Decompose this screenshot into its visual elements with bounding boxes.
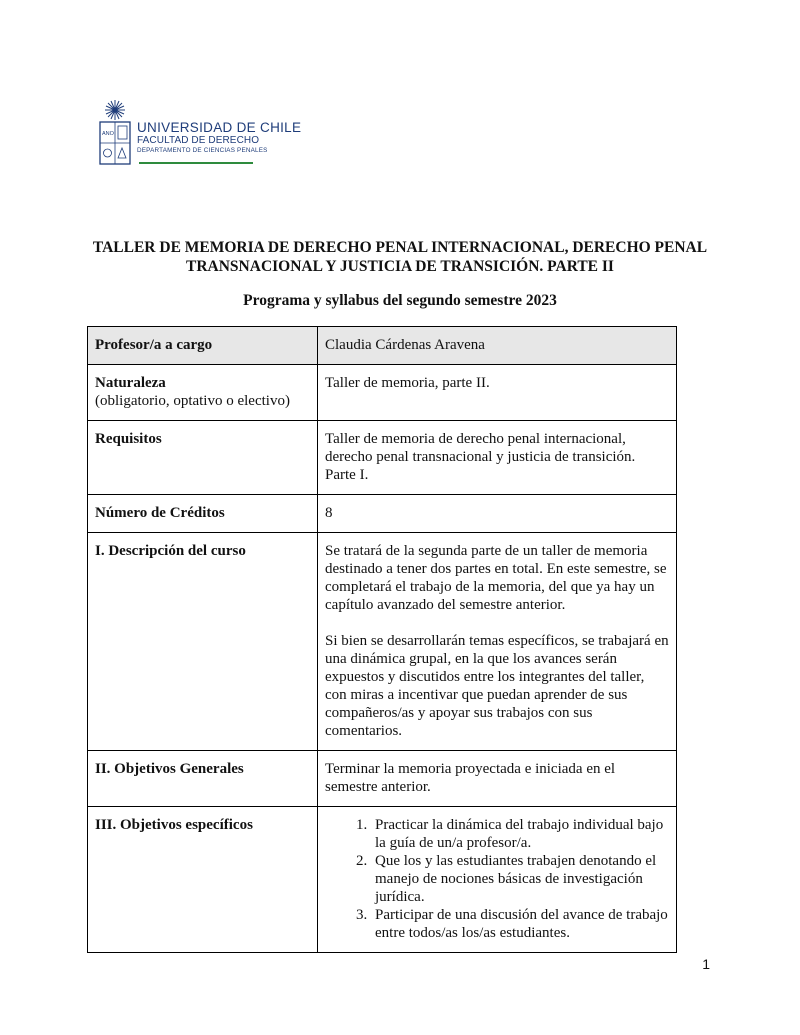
objetivos-list xyxy=(325,816,669,942)
profesor-value: Claudia Cárdenas Aravena xyxy=(318,327,677,365)
naturaleza-value: Taller de memoria, parte II. xyxy=(318,365,677,421)
naturaleza-sublabel: (obligatorio, optativo o electivo) xyxy=(95,393,290,409)
course-info-table xyxy=(87,326,677,953)
table-row-requisitos xyxy=(88,421,677,495)
page-number: 1 xyxy=(702,956,710,972)
descripcion-label: I. Descripción del curso xyxy=(88,533,318,751)
objetivos-generales-label: II. Objetivos Generales xyxy=(88,751,318,807)
descripcion-value xyxy=(318,533,677,751)
descripcion-paragraph: Se tratará de la segunda parte de un taller de memoria destinado a tener dos partes en total. En este semestre, se completará el trabajo de la memoria, del que ya hay un capítulo avanzado del semestre anterior. xyxy=(325,543,667,613)
objetivos-especificos-label: III. Objetivos específicos xyxy=(88,807,318,953)
list-item: 3. Participar de una discusión del avance de trabajo entre todos/as los/as estudiantes. xyxy=(371,906,669,942)
faculty-name: FACULTAD DE DERECHO xyxy=(137,135,260,146)
logo-text xyxy=(137,120,301,155)
list-item: 2. Que los y las estudiantes trabajen denotando el manejo de nociones básicas de investigación jurídica. xyxy=(371,852,669,906)
objetivos-generales-value: Terminar la memoria proyectada e iniciada en el semestre anterior. xyxy=(318,751,677,807)
document-title: TALLER DE MEMORIA DE DERECHO PENAL INTERNACIONAL, DERECHO PENAL TRANSNACIONAL Y JUSTICIA DE TRANSICIÓN. PARTE II xyxy=(92,239,708,275)
table-row-naturaleza xyxy=(88,365,677,421)
university-name: UNIVERSIDAD DE CHILE xyxy=(137,120,302,135)
university-emblem-icon xyxy=(97,98,133,166)
requisitos-value: Taller de memoria de derecho penal internacional, derecho penal transnacional y justicia de transición. Parte I. xyxy=(318,421,677,495)
table-row-objetivos-especificos xyxy=(88,807,677,953)
table-row-profesor xyxy=(88,327,677,365)
requisitos-label: Requisitos xyxy=(88,421,318,495)
department-name: DEPARTAMENTO DE CIENCIAS PENALES xyxy=(137,147,268,154)
naturaleza-label: Naturaleza xyxy=(95,375,166,391)
naturaleza-cell xyxy=(88,365,318,421)
creditos-label: Número de Créditos xyxy=(88,495,318,533)
creditos-value: 8 xyxy=(318,495,677,533)
descripcion-paragraph: Si bien se desarrollarán temas específicos, se trabajará en una dinámica grupal, en la que los avances serán expuestos y discutidos entre los integrantes del taller, con miras a incentivar que puedan aprender de sus compañeros/as y apoyar sus trabajos con sus comentarios. xyxy=(325,633,669,739)
document-subtitle: Programa y syllabus del segundo semestre 2023 xyxy=(243,292,557,309)
university-logo xyxy=(97,98,302,170)
logo-underline xyxy=(139,162,253,164)
table-row-creditos xyxy=(88,495,677,533)
table-row-objetivos-generales xyxy=(88,751,677,807)
profesor-label: Profesor/a a cargo xyxy=(88,327,318,365)
emblem-text: ANO xyxy=(102,131,114,137)
list-item: 1. Practicar la dinámica del trabajo individual bajo la guía de un/a profesor/a. xyxy=(371,816,669,852)
table-row-descripcion xyxy=(88,533,677,751)
objetivos-especificos-value xyxy=(318,807,677,953)
